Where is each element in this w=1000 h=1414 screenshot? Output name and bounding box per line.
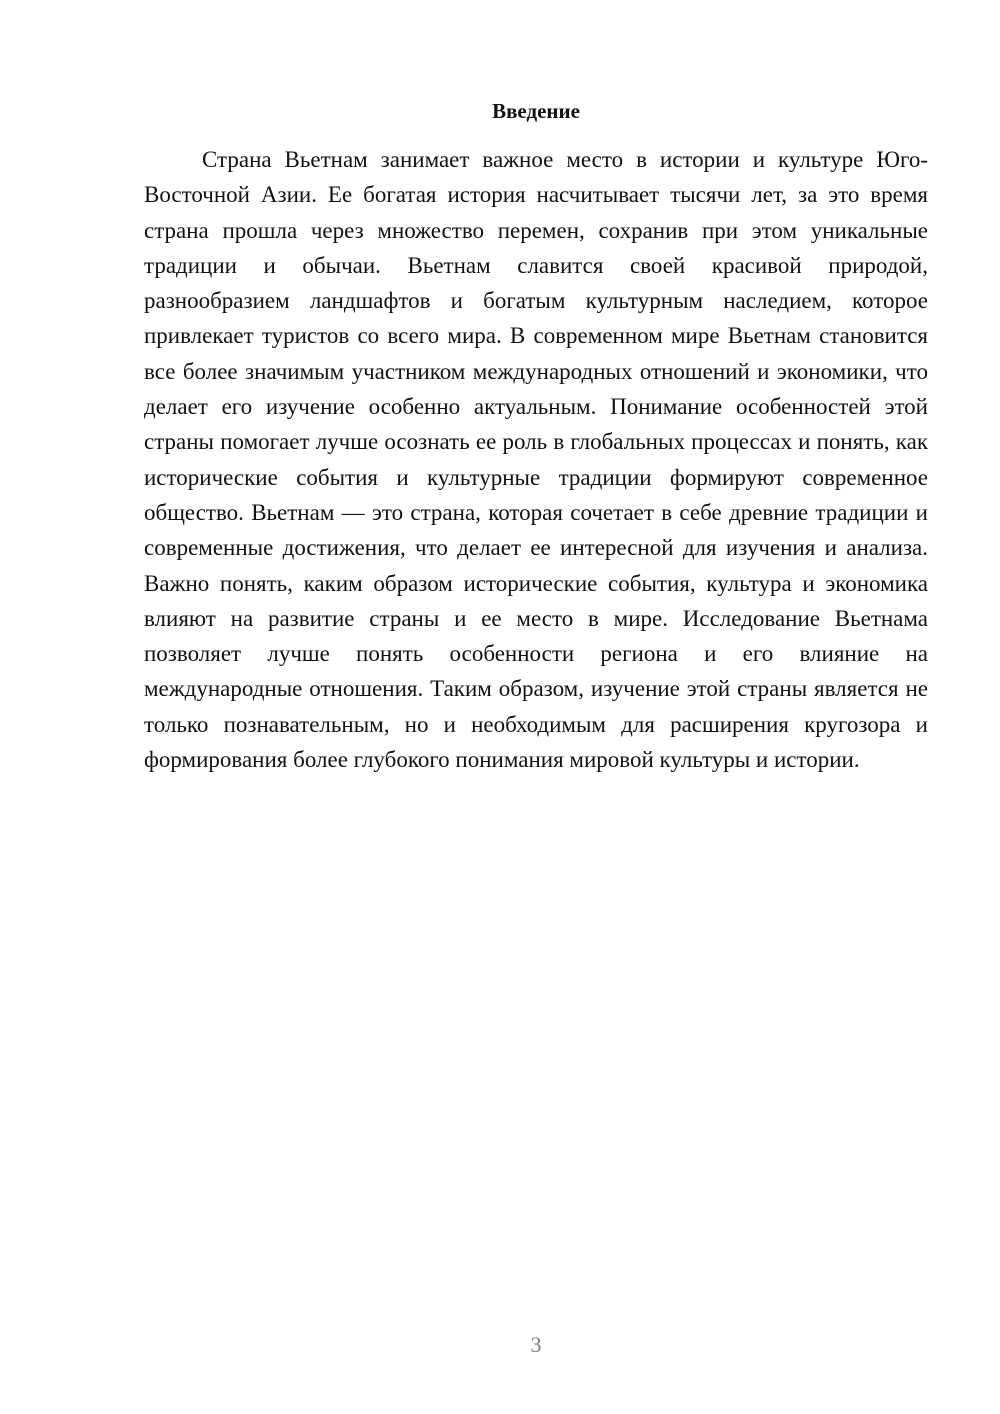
- body-paragraph: Страна Вьетнам занимает важное место в истории и культуре Юго-Восточной Азии. Ее богатая история насчитывает тысячи лет, за это время страна прошла через множество перемен, сохранив при этом уникальные традиции и обычаи. Вьетнам славится своей красивой природой, разнообразием ландшафтов и богатым культурным наследием, которое привлекает туристов со всего мира. В современном мире Вьетнам становится все более значимым участником международных отношений и экономики, что делает его изучение особенно актуальным. Понимание особенностей этой страны помогает лучше осознать ее роль в глобальных процессах и понять, как исторические события и культурные традиции формируют современное общество. Вьетнам — это страна, которая сочетает в себе древние традиции и современные достижения, что делает ее интересной для изучения и анализа. Важно понять, каким образом исторические события, культура и экономика влияют на развитие страны и ее место в мире. Исследование Вьетнама позволяет лучше понять особенности региона и его влияние на международные отношения. Таким образом, изучение этой страны является не только познавательным, но и необходимым для расширения кругозора и формирования более глубокого понимания мировой культуры и истории.: [144, 147, 928, 773]
- section-heading: Введение: [492, 99, 580, 123]
- page-number: 3: [530, 1332, 542, 1357]
